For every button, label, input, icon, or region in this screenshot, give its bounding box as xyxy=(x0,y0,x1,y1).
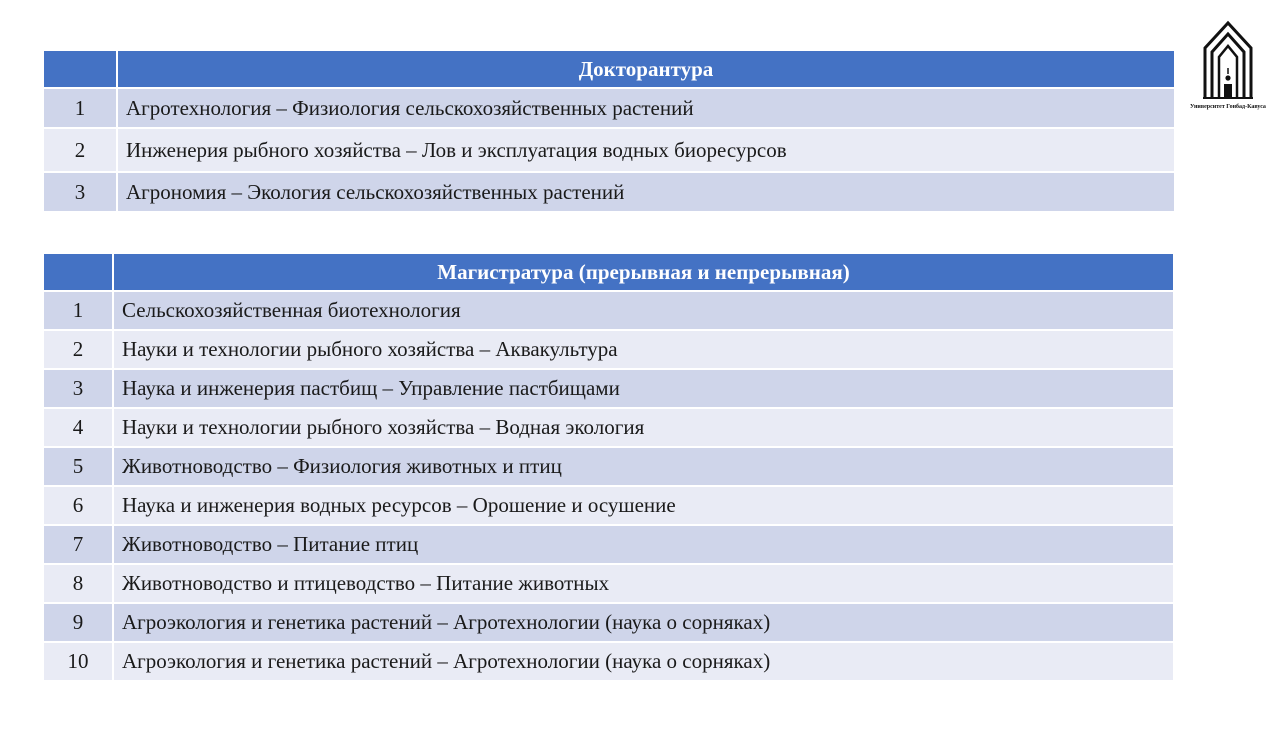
program-name: Животноводство и птицеводство – Питание животных xyxy=(114,565,1173,602)
row-number: 10 xyxy=(44,643,112,680)
program-name: Животноводство – Питание птиц xyxy=(114,526,1173,563)
table-row xyxy=(44,370,1173,407)
row-number: 2 xyxy=(44,129,116,171)
table-row xyxy=(44,173,1174,211)
doctorate-table xyxy=(42,49,1176,213)
row-number: 1 xyxy=(44,292,112,329)
program-name: Агроэкология и генетика растений – Агротехнологии (наука о сорняках) xyxy=(114,604,1173,641)
table-row xyxy=(44,331,1173,368)
logo-caption: Университет Гонбад-Кавуса xyxy=(1190,104,1266,110)
program-name: Наука и инженерия водных ресурсов – Орошение и осушение xyxy=(114,487,1173,524)
row-number: 3 xyxy=(44,173,116,211)
program-name: Агротехнология – Физиология сельскохозяйственных растений xyxy=(118,89,1174,127)
masters-title: Магистратура (прерывная и непрерывная) xyxy=(114,254,1173,290)
program-name: Животноводство – Физиология животных и птиц xyxy=(114,448,1173,485)
row-number: 5 xyxy=(44,448,112,485)
table-row xyxy=(44,487,1173,524)
program-name: Инженерия рыбного хозяйства – Лов и эксплуатация водных биоресурсов xyxy=(118,129,1174,171)
table-row xyxy=(44,448,1173,485)
program-name: Науки и технологии рыбного хозяйства – Аквакультура xyxy=(114,331,1173,368)
doctorate-title: Докторантура xyxy=(118,51,1174,87)
table-row xyxy=(44,526,1173,563)
table-row xyxy=(44,129,1174,171)
program-name: Науки и технологии рыбного хозяйства – Водная экология xyxy=(114,409,1173,446)
row-number: 3 xyxy=(44,370,112,407)
table-row xyxy=(44,565,1173,602)
program-name: Агроэкология и генетика растений – Агротехнологии (наука о сорняках) xyxy=(114,643,1173,680)
row-number: 2 xyxy=(44,331,112,368)
row-number: 6 xyxy=(44,487,112,524)
row-number: 8 xyxy=(44,565,112,602)
masters-table xyxy=(42,252,1175,682)
doctorate-num-header xyxy=(44,51,116,87)
row-number: 1 xyxy=(44,89,116,127)
university-logo xyxy=(1182,18,1274,118)
program-name: Сельскохозяйственная биотехнология xyxy=(114,292,1173,329)
row-number: 9 xyxy=(44,604,112,641)
row-number: 4 xyxy=(44,409,112,446)
table-row xyxy=(44,292,1173,329)
table-row xyxy=(44,409,1173,446)
doctorate-header-row xyxy=(44,51,1174,87)
masters-header-row xyxy=(44,254,1173,290)
university-building-icon xyxy=(1202,20,1254,100)
program-name: Агрономия – Экология сельскохозяйственных растений xyxy=(118,173,1174,211)
program-name: Наука и инженерия пастбищ – Управление пастбищами xyxy=(114,370,1173,407)
table-row xyxy=(44,89,1174,127)
row-number: 7 xyxy=(44,526,112,563)
masters-num-header xyxy=(44,254,112,290)
table-row xyxy=(44,643,1173,680)
table-row xyxy=(44,604,1173,641)
